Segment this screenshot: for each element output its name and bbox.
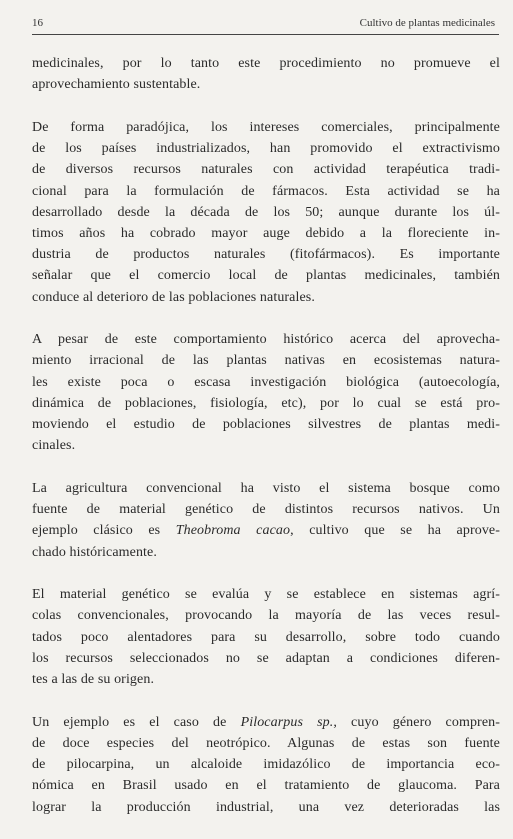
species-name: Theobroma cacao [175,523,291,539]
text-line: nómica en Brasil usado en el tratamiento de glaucoma. Para [32,778,500,794]
paragraph-4 [32,478,500,563]
text-line: de los países industrializados, han promovido el extractivismo [32,141,500,157]
text-line: tados poco alentadores para su desarrollo, sobre todo cuando [32,629,500,645]
text-line: señalar que el comercio local de plantas medicinales, también [32,268,500,284]
text-line: de pilocarpina, un alcaloide imidazólico de importancia eco- [32,757,500,773]
text-line: La agricultura convencional ha visto el sistema bosque como [32,480,500,496]
text-fragment: ejemplo clásico es [32,523,176,539]
text-line: A pesar de este comportamiento histórico acerca del aprovecha- [32,332,500,348]
text-line: dinámica de poblaciones, fisiología, etc), por lo cual se está pro- [32,395,500,411]
text-fragment: , cuyo género compren- [333,714,500,730]
body-text [32,53,500,839]
paragraph-3 [32,329,500,456]
paragraph-6 [32,712,500,818]
text-line-with-species [32,712,500,733]
text-line: cional para la formulación de fármacos. Esta actividad se ha [32,183,500,199]
text-line: desarrollado desde la década de los 50; aunque durante los úl- [32,204,500,220]
paragraph-1 [32,53,500,95]
text-line: chado históricamente. [32,544,157,560]
paragraph-2 [32,117,500,308]
text-line: cinales. [32,438,76,454]
text-line: De forma paradójica, los intereses comerciales, principalmente [32,119,500,135]
text-fragment: , cultivo que se ha aprove- [290,523,500,539]
text-line: aprovechamiento sustentable. [32,77,201,93]
text-line: de doce especies del neotrópico. Algunas de estas son fuente [32,735,500,751]
text-line: les existe poca o escasa investigación biológica (autoecología, [32,374,500,390]
text-line: miento irracional de las plantas nativas en ecosistemas natura- [32,353,500,369]
text-line: de diversos recursos naturales con actividad terapéutica tradi- [32,162,500,178]
paragraph-5 [32,584,500,690]
running-title: Cultivo de plantas medicinales [359,17,495,29]
text-line: El material genético se evalúa y se establece en sistemas agrí- [32,587,500,603]
text-line: timos años ha cobrado mayor auge debido a la floreciente in- [32,225,500,241]
text-line: fuente de material genético de distintos recursos nativos. Un [32,502,500,518]
text-fragment: Un ejemplo es el caso de [32,714,241,730]
text-line: tes a las de su origen. [32,672,155,688]
species-name: Pilocarpus sp. [240,714,334,730]
page-header [32,14,499,35]
text-line: dustria de productos naturales (fitofármacos). Es importante [32,247,500,263]
text-line: moviendo el estudio de poblaciones silvestres de plantas medi- [32,417,500,433]
text-line: medicinales, por lo tanto este procedimiento no promueve el [32,56,500,71]
page-number: 16 [32,17,43,29]
text-line: lograr la producción industrial, una vez deterioradas las [32,799,500,815]
text-line-with-species [32,520,500,541]
text-line: colas convencionales, provocando la mayoría de las veces resul- [32,608,500,624]
text-line: conduce al deterioro de las poblaciones naturales. [32,289,315,305]
text-line: los recursos seleccionados no se adaptan a condiciones diferen- [32,650,500,666]
